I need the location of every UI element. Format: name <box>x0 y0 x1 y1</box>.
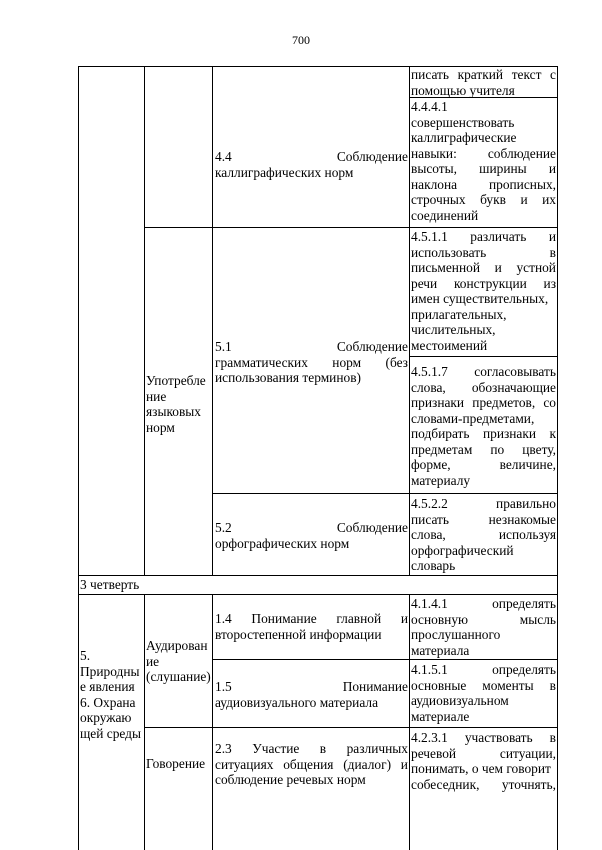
text-line: е явления <box>80 679 135 694</box>
skill-cell <box>215 741 408 788</box>
text-line: Употребле <box>146 373 206 388</box>
text-line: 4.1.5.1 определять <box>411 662 556 677</box>
text-line: аудиовизуальном <box>411 693 509 708</box>
text-line: грамматических норм (без <box>215 354 408 370</box>
text-line: форме, величине, <box>411 457 556 472</box>
text-line: словами-предметами, <box>411 410 535 426</box>
text-line: местоимений <box>411 337 488 353</box>
objective-cell <box>411 229 556 353</box>
text-line: 4.4.4.1 <box>411 99 448 114</box>
objective-cell <box>411 99 556 223</box>
text-line: речи конструкции из <box>411 275 556 291</box>
text-line: Природны <box>80 663 140 679</box>
text-line: предметам по цвету, <box>411 441 556 457</box>
text-line: 5.1 Соблюдение <box>215 339 408 354</box>
skill-cell <box>215 520 408 551</box>
objective-cell <box>411 496 556 574</box>
text-line: слова, обозначающие <box>411 379 556 395</box>
text-line: 4.4 Соблюдение <box>215 149 408 164</box>
text-line: писать краткий текст с <box>411 67 556 82</box>
text-line: числительных, <box>411 322 496 337</box>
text-line: высоты, ширины и <box>411 161 556 176</box>
text-line: окружаю <box>80 710 132 725</box>
text-line: аудиовизуального материала <box>215 694 379 710</box>
text-line: 4.1.4.1 определять <box>411 596 556 611</box>
text-line: слова, используя <box>411 527 556 542</box>
text-line: орфографических норм <box>215 535 350 551</box>
objective-cell <box>411 596 556 658</box>
section-cell <box>146 756 212 772</box>
text-line: наклона прописных, <box>411 176 556 192</box>
text-line: 2.3 Участие в различных <box>215 741 408 756</box>
text-line: собеседник, уточнять, <box>411 776 556 792</box>
quarter-label: 3 четверть <box>80 577 140 592</box>
text-line: понимать, о чем говорит <box>411 761 551 776</box>
text-line: материала <box>411 642 470 658</box>
section-cell <box>146 373 212 435</box>
text-line: подбирать признаки к <box>411 426 556 441</box>
section-cell <box>146 638 212 685</box>
objective-cell <box>411 662 556 724</box>
text-line: использовать в <box>411 244 556 260</box>
text-line: прослушанного <box>411 627 501 642</box>
text-line: использования терминов) <box>215 370 361 385</box>
text-line: каллиграфические <box>411 130 517 145</box>
text-line: второстепенной информации <box>215 626 382 642</box>
text-line: языковых <box>146 404 201 419</box>
text-line: признаки предметов, со <box>411 395 556 410</box>
text-line: 5. <box>80 648 91 663</box>
text-line: каллиграфических норм <box>215 164 354 180</box>
text-line: материалу <box>411 472 471 488</box>
text-line: письменной и устной <box>411 260 556 275</box>
text-line: навыки: соблюдение <box>411 145 556 161</box>
text-line: 4.2.3.1 участвовать в <box>411 730 556 745</box>
theme-cell <box>80 648 144 741</box>
text-line: (слушание) <box>146 669 211 684</box>
text-line: словарь <box>411 558 456 573</box>
text-line: Говорение <box>146 756 206 771</box>
text-line: 4.5.2.2 правильно <box>411 496 556 511</box>
text-line: 6. Охрана <box>80 694 136 710</box>
text-line: 4.5.1.7 согласовывать <box>411 364 556 379</box>
text-line: строчных букв и их <box>411 192 556 207</box>
text-line: соединений <box>411 207 479 223</box>
text-line: щей среды <box>80 725 141 741</box>
text-line: соблюдение речевых норм <box>215 772 366 787</box>
text-line: 1.5 Понимание <box>215 679 408 694</box>
text-line: писать незнакомые <box>411 511 556 527</box>
text-line: помощью учителя <box>411 82 515 98</box>
text-line: материале <box>411 708 470 724</box>
text-line: ние <box>146 388 167 404</box>
page-number: 700 <box>292 33 310 47</box>
text-line: ие <box>146 653 160 669</box>
skill-cell <box>215 149 408 180</box>
text-line: прилагательных, <box>411 306 507 322</box>
text-line: имен существительных, <box>411 291 549 306</box>
text-line: норм <box>146 419 175 435</box>
text-line: речевой ситуации, <box>411 745 556 761</box>
text-line: основную мысль <box>411 611 556 627</box>
text-line: Аудирован <box>146 638 208 653</box>
skill-cell <box>215 679 408 710</box>
skill-cell <box>215 339 408 386</box>
text-line: ситуациях общения (диалог) и <box>215 756 408 772</box>
text-line: 4.5.1.1 различать и <box>411 229 556 244</box>
text-line: основные моменты в <box>411 677 556 693</box>
objective-cell <box>411 364 556 488</box>
objective-cell <box>411 730 556 792</box>
objective-cell <box>411 67 556 98</box>
text-line: 5.2 Соблюдение <box>215 520 408 535</box>
text-line: 1.4 Понимание главной и <box>215 611 408 626</box>
text-line: орфографический <box>411 542 514 558</box>
text-line: совершенствовать <box>411 114 515 130</box>
skill-cell <box>215 611 408 642</box>
